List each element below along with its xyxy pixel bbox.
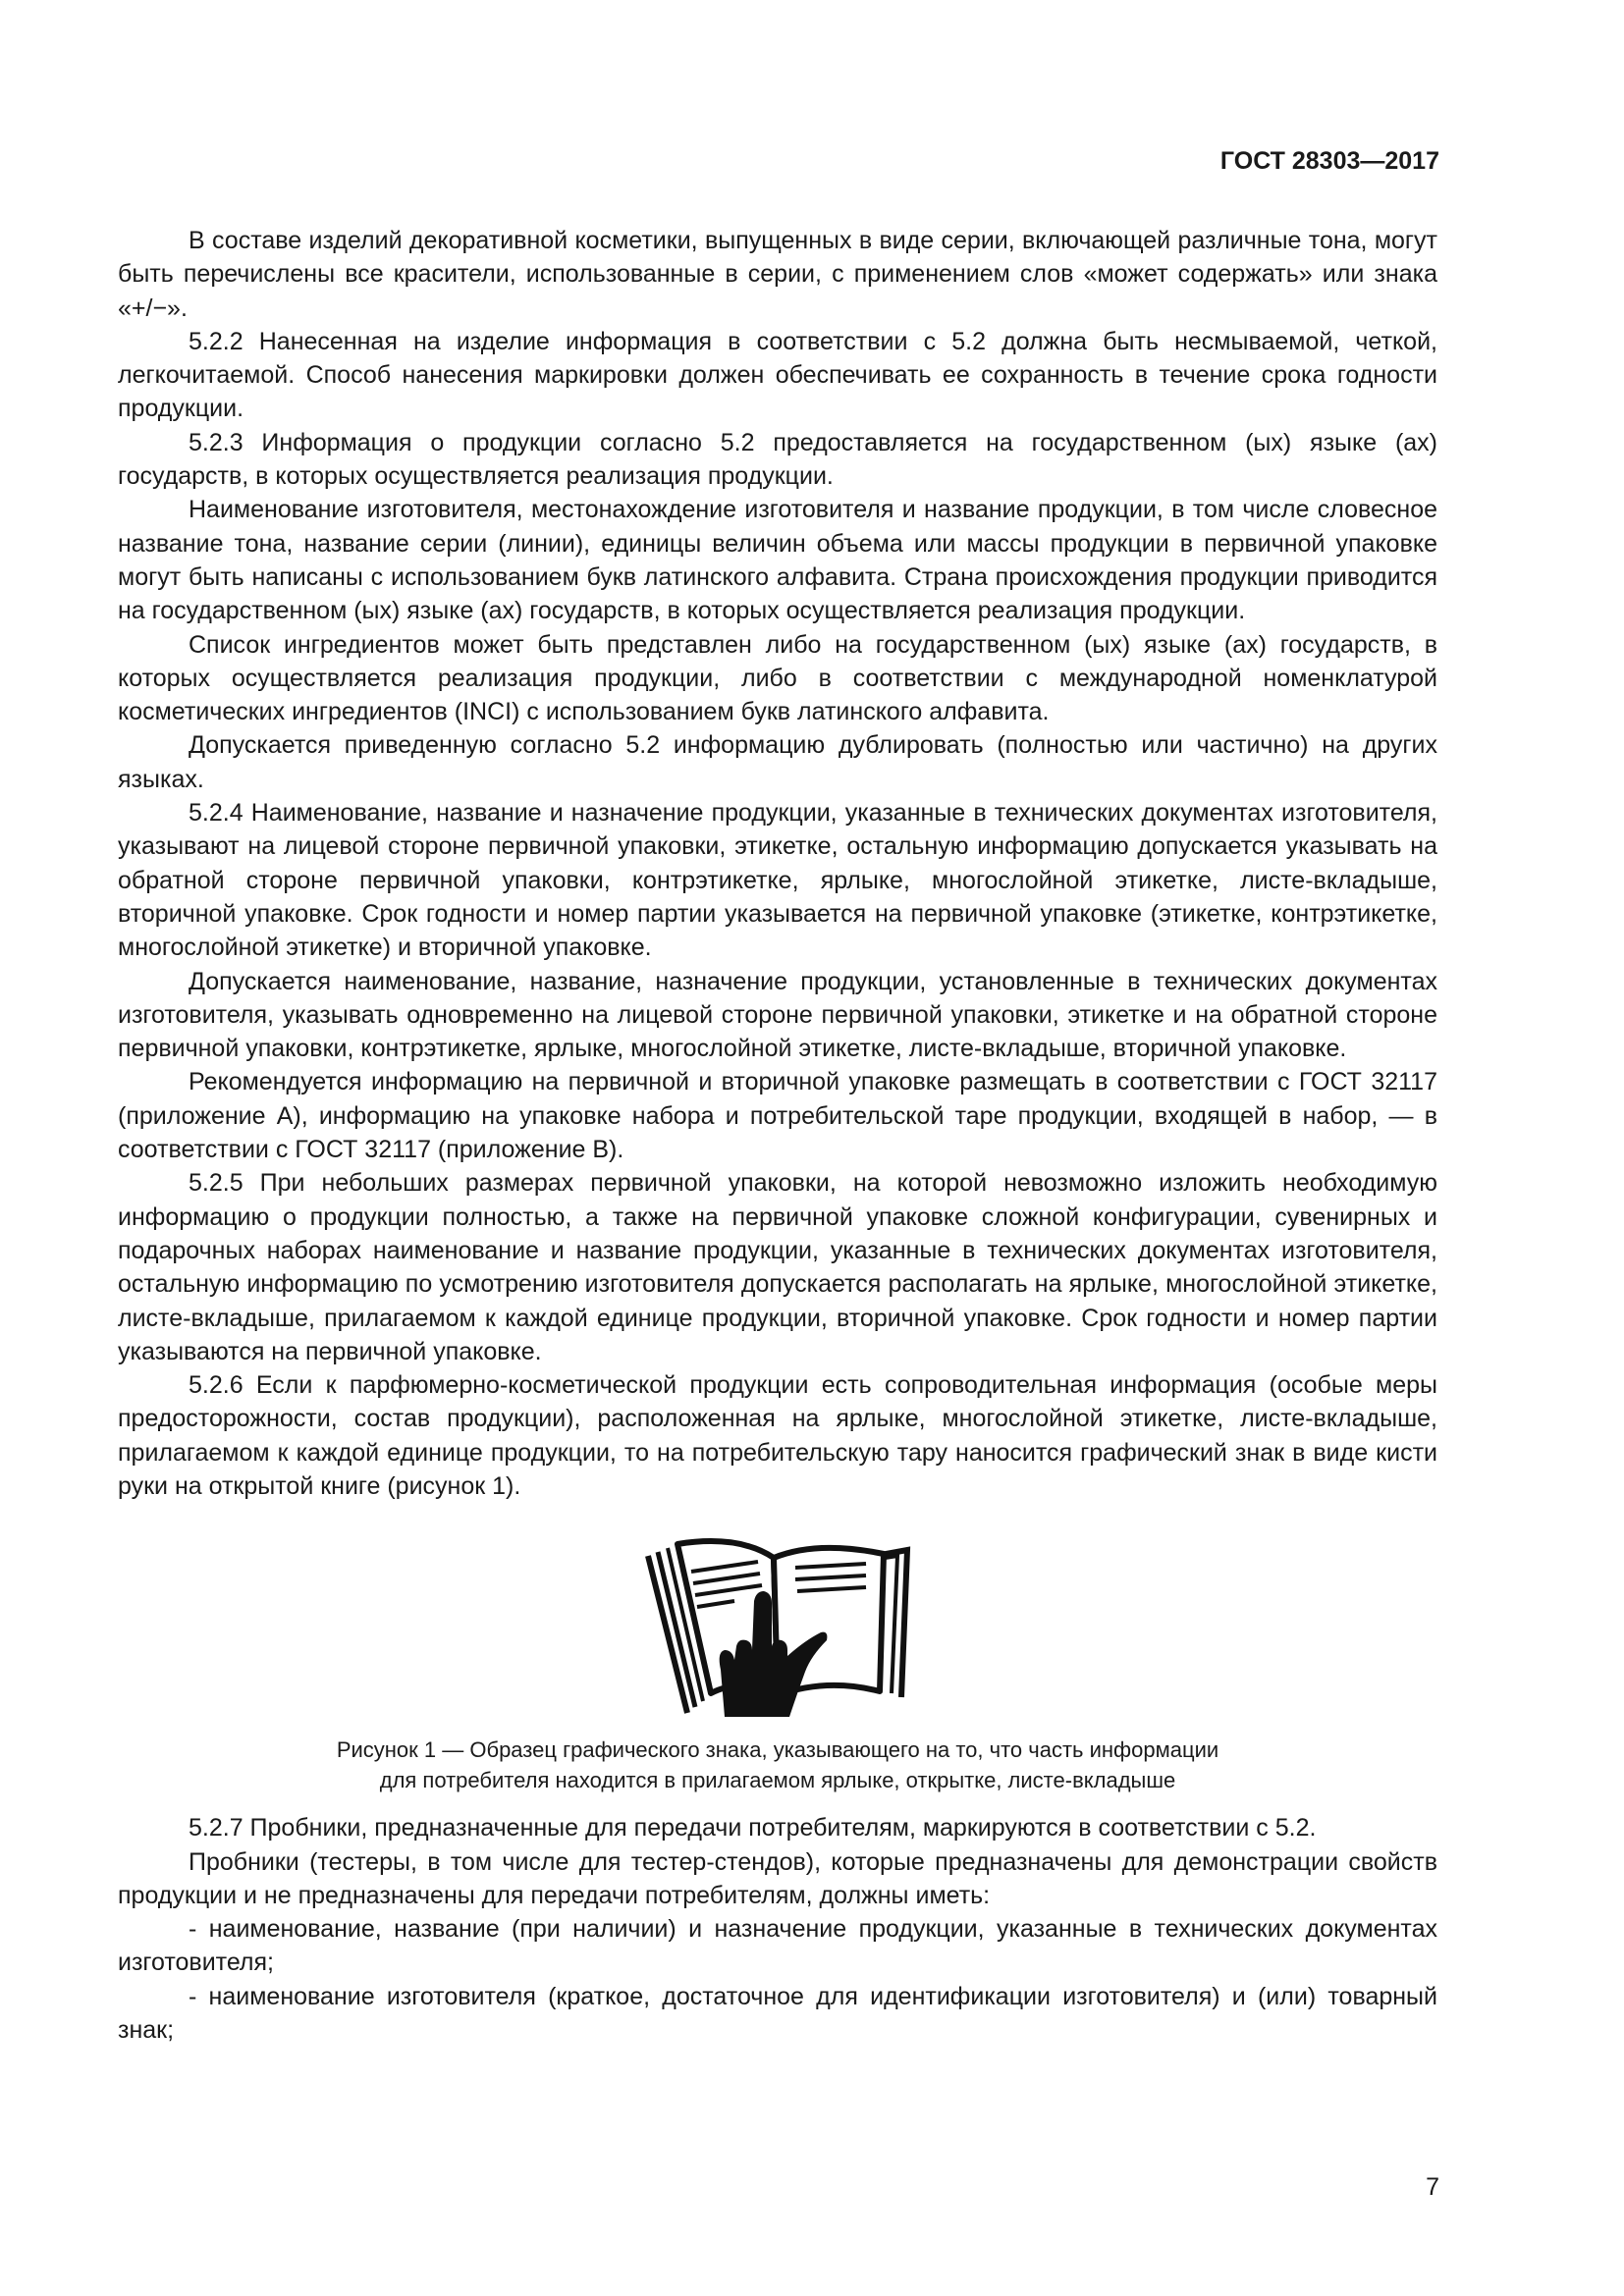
paragraph: Допускается наименование, название, назначение продукции, установленные в технических документах изготовителя, указывать одновременно на лицевой стороне первичной упаковки, этикетке и на обратной стороне первичной упаковки, контрэтикетке, ярлыке, многослойной этикетке, листе-вкладыше, вторичной упаковке. xyxy=(118,967,1437,1063)
paragraph: В составе изделий декоративной косметики, выпущенных в виде серии, включающей различные тона, могут быть перечислены все красители, использованные в серии, с применением слов «может содержать» или знака «+/−». xyxy=(118,227,1437,322)
paragraph: 5.2.5 При небольших размерах первичной упаковки, на которой невозможно изложить необходимую информацию о продукции полностью, а также на первичной упаковке сложной конфигурации, сувенирных и подарочных наборах наименование и название продукции, указанные в технических документах изготовителя, остальную информацию по усмотрению изготовителя допускается располагать на ярлыке, многослойной этикетке, листе-вкладыше, прилагаемом к каждой единице продукции, вторичной упаковке. Срок годности и номер партии указываются на первичной упаковке. xyxy=(118,1169,1437,1365)
figure-caption-line: для потребителя находится в прилагаемом ярлыке, открытке, листе-вкладыше xyxy=(379,1768,1176,1793)
document-header xyxy=(1220,147,1439,176)
paragraph: 5.2.7 Пробники, предназначенные для передачи потребителям, маркируются в соответствии с 5.2. xyxy=(189,1814,1317,1842)
paragraph: Рекомендуется информацию на первичной и вторичной упаковке размещать в соответствии с ГОСТ 32117 (приложение А), информацию на упаковке набора и потребительской таре продукции, входящей в набор, — в соответствии с ГОСТ 32117 (приложение В). xyxy=(118,1068,1437,1164)
hand-on-open-book-icon xyxy=(630,1530,925,1719)
paragraph: Допускается приведенную согласно 5.2 информацию дублировать (полностью или частично) на других языках. xyxy=(118,731,1437,793)
paragraph: Список ингредиентов может быть представлен либо на государственном (ых) языке (ах) государств, в которых осуществляется реализация продукции, либо в соответствии с международной номенклатурой косметических ингредиентов (INCI) с использованием букв латинского алфавита. xyxy=(118,630,1437,726)
paragraph: 5.2.2 Нанесенная на изделие информация в соответствии с 5.2 должна быть несмываемой, четкой, легкочитаемой. Способ нанесения маркировки должен обеспечивать ее сохранность в течение срока годности продукции. xyxy=(118,327,1437,423)
page-body xyxy=(118,224,1437,2047)
paragraph: 5.2.4 Наименование, название и назначение продукции, указанные в технических документах изготовителя, указывают на лицевой стороне первичной упаковки, этикетке, остальную информацию допускается указывать на обратной стороне первичной упаковки, контрэтикетке, ярлыке, многослойной этикетке, листе-вкладыше, вторичной упаковке. Срок годности и номер партии указывается на первичной упаковке (этикетке, контрэтикетке, многослойной этикетке) и вторичной упаковке. xyxy=(118,799,1437,962)
figure-caption-line: Рисунок 1 — Образец графического знака, указывающего на то, что часть информации xyxy=(336,1737,1219,1763)
paragraph: 5.2.3 Информация о продукции согласно 5.2 предоставляется на государственном (ых) языке (ах) государств, в которых осуществляется реализация продукции. xyxy=(118,428,1437,491)
paragraph: 5.2.6 Если к парфюмерно-косметической продукции есть сопроводительная информация (особые меры предосторожности, состав продукции), расположенная на ярлыке, многослойной этикетке, листе-вкладыше, прилагаемом к каждой единице продукции, то на потребительскую тару наносится графический знак в виде кисти руки на открытой книге (рисунок 1). xyxy=(118,1371,1437,1500)
figure-caption xyxy=(118,1735,1437,1795)
paragraph: Пробники (тестеры, в том числе для тестер-стендов), которые предназначены для демонстрации свойств продукции и не предназначены для передачи потребителям, должны иметь: xyxy=(118,1847,1437,1909)
list-item: - наименование изготовителя (краткое, достаточное для идентификации изготовителя) и (или) товарный знак; xyxy=(118,1982,1437,2045)
standard-number: ГОСТ 28303—2017 xyxy=(1219,147,1439,175)
paragraph: Наименование изготовителя, местонахождение изготовителя и название продукции, в том числе словесное название тона, название серии (линии), единицы величин объема или массы продукции в первичной упаковке могут быть написаны с использованием букв латинского алфавита. Страна происхождения продукции приводится на государственном (ых) языке (ах) государств, в которых осуществляется реализация продукции. xyxy=(118,496,1437,625)
page-number: 7 xyxy=(1426,2173,1439,2201)
list-item: - наименование, название (при наличии) и назначение продукции, указанные в технических документах изготовителя; xyxy=(118,1915,1437,1977)
figure-1 xyxy=(118,1503,1437,1811)
